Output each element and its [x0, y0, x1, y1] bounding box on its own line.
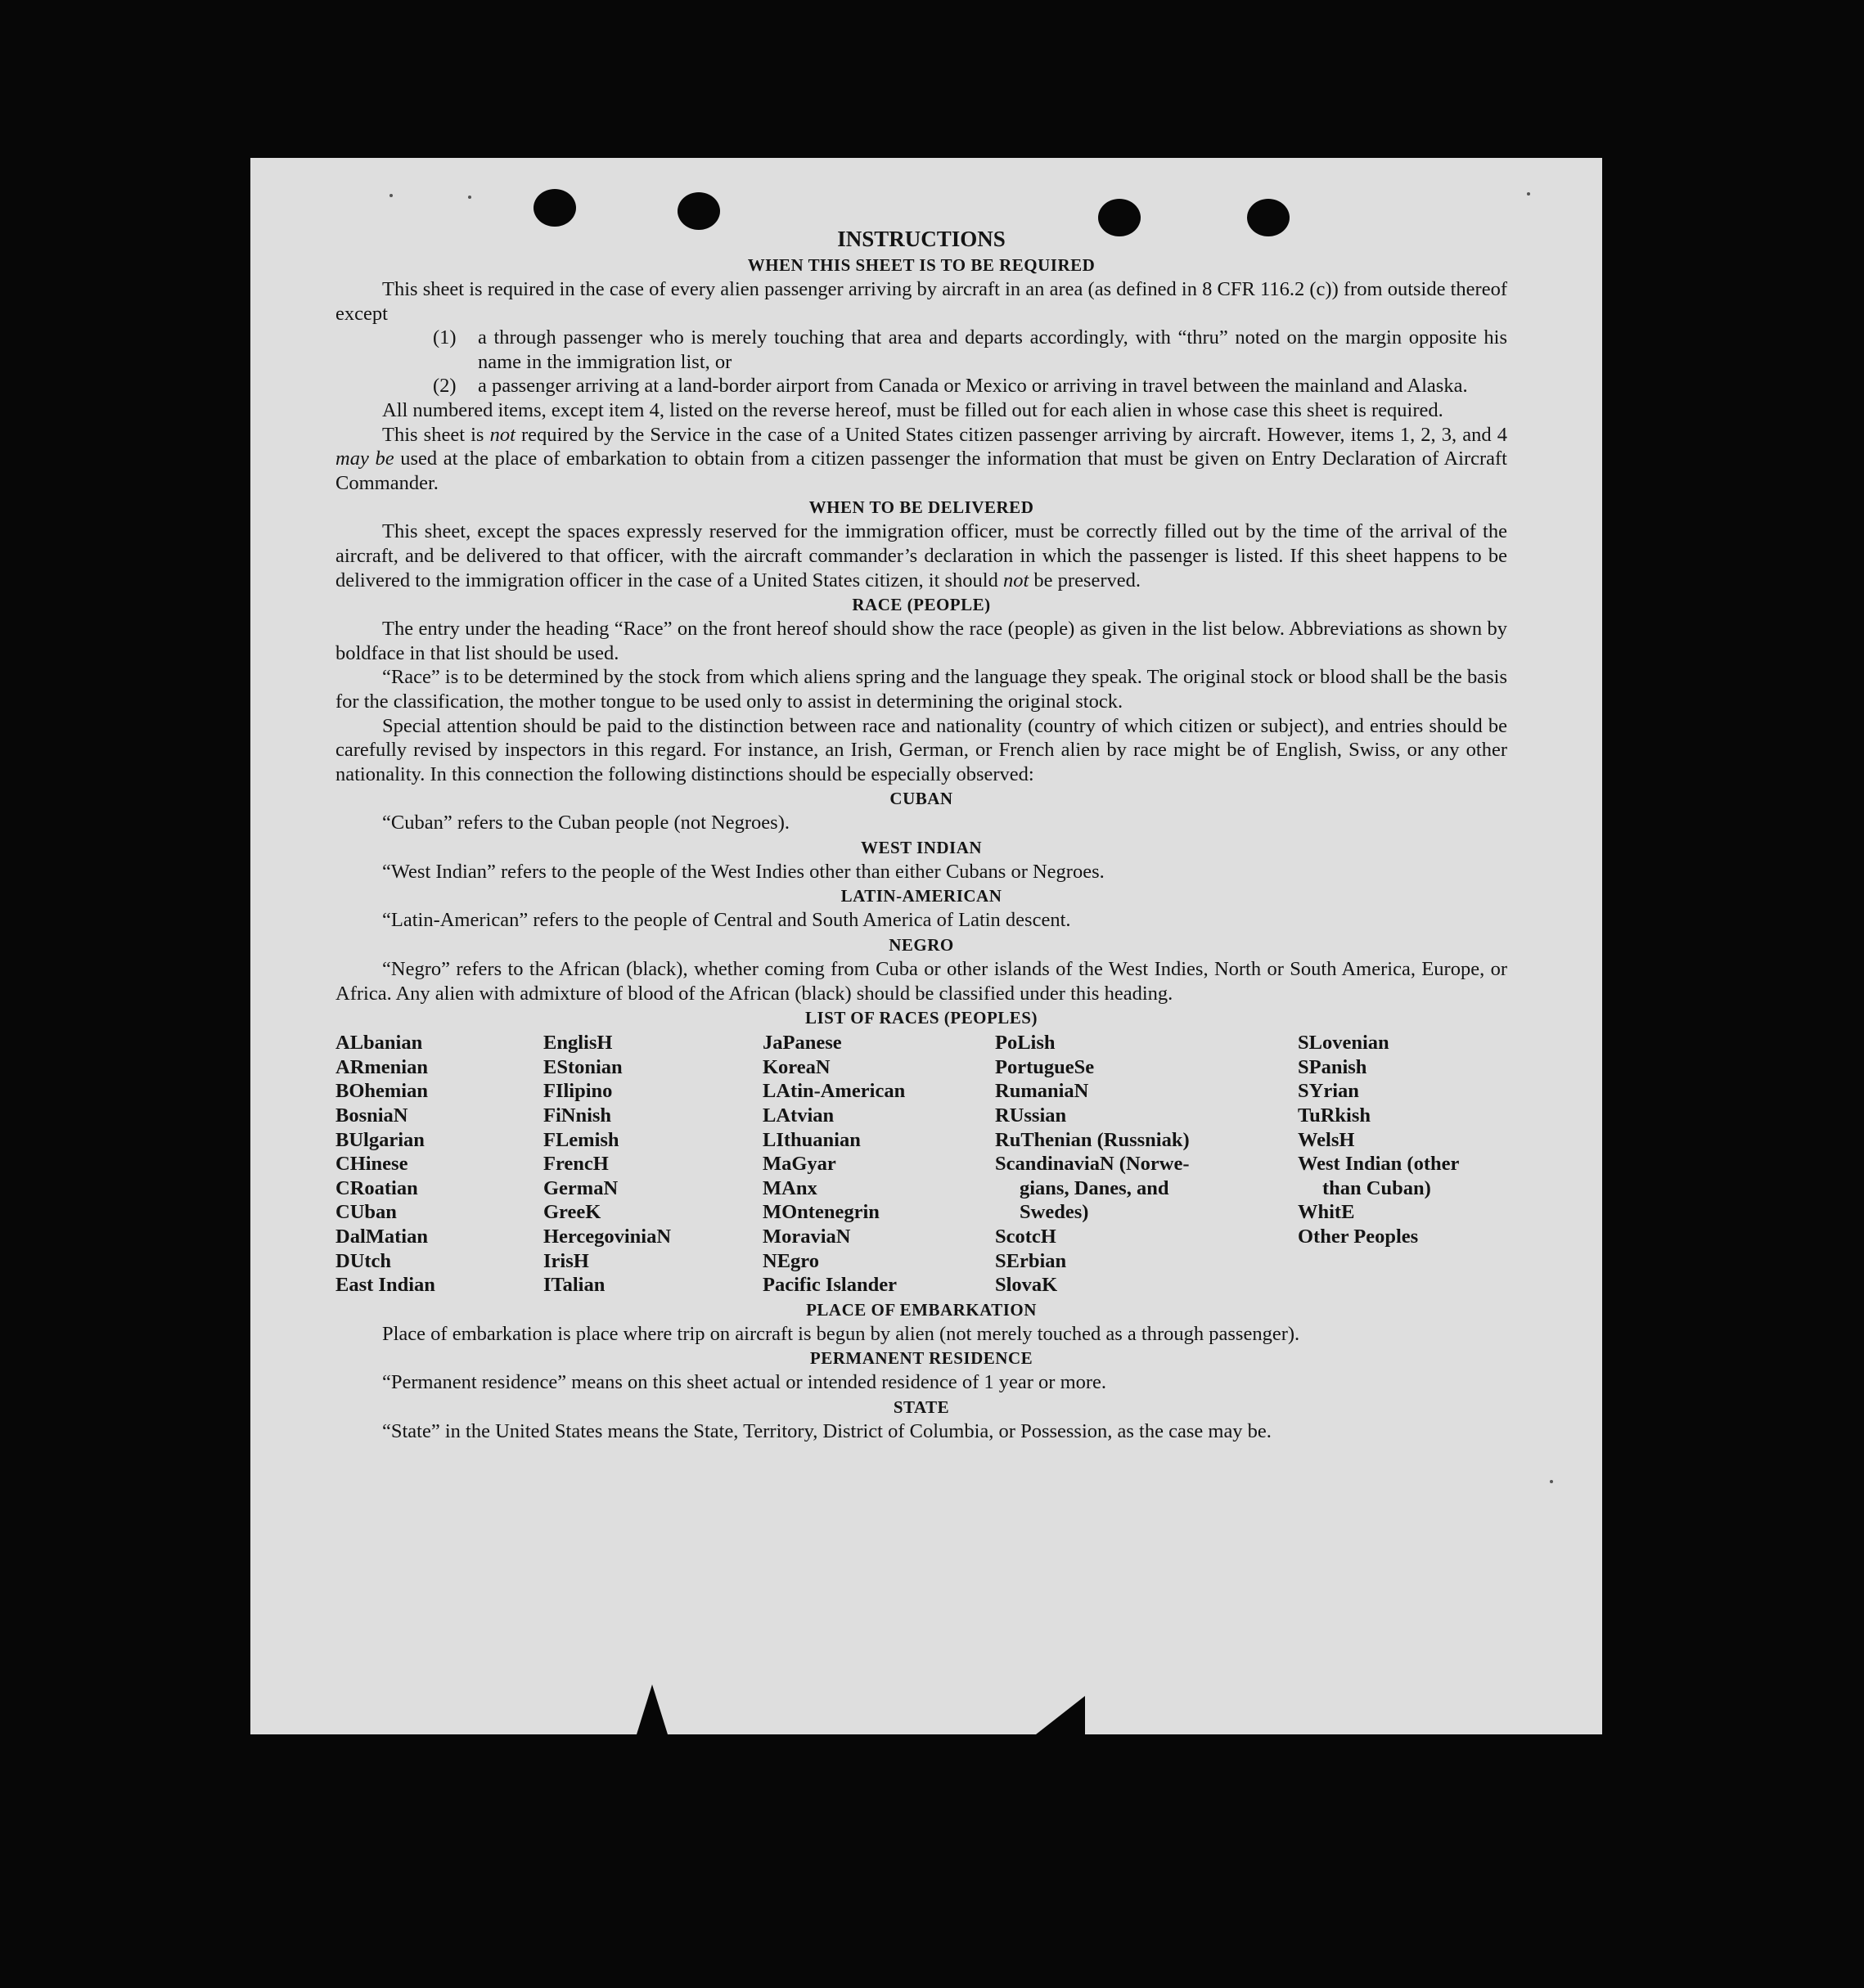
dust-speck — [1527, 192, 1530, 196]
exception-text: a through passenger who is merely touching that area and departs accordingly, with “thru” noted on the margin opposite his name in the immigration list, or — [478, 326, 1507, 373]
race-entry: SlovaK — [995, 1274, 1058, 1297]
race-entry: KoreaN — [763, 1055, 831, 1078]
section-heading-delivered: WHEN TO BE DELIVERED — [808, 497, 1034, 518]
race-entry: ITalian — [543, 1274, 606, 1297]
race-entry: ARmenian — [335, 1055, 428, 1078]
race-entry: DUtch — [335, 1249, 392, 1272]
race-paragraph-3: Special attention should be paid to the distinction between race and nationality (country of which citizen or subject), and entries should be carefully revised by inspectors in this regard. For instance, an Irish, German, or French alien by race might be of English, Swiss, or any other nationality. In this connection the following distinctions should be especially observed: — [335, 714, 1507, 785]
race-entry: FLemish — [543, 1128, 619, 1151]
punch-hole — [534, 189, 576, 227]
dust-speck — [1550, 1480, 1553, 1483]
races-column-4 — [995, 1031, 1298, 1298]
race-entry: EStonian — [543, 1055, 623, 1078]
section-heading-cuban: CUBAN — [889, 789, 953, 809]
citizen-paragraph — [335, 423, 1507, 496]
races-column-2 — [543, 1031, 763, 1298]
citizen-text-b: required by the Service in the case of a United States citizen passenger arriving by aircraft. However, items 1, 2, 3, and 4 — [515, 423, 1507, 446]
section-heading-negro: NEGRO — [889, 935, 954, 956]
race-entry: RuThenian (Russniak) — [995, 1128, 1190, 1151]
race-entry: LIthuanian — [763, 1128, 861, 1151]
race-entry: Other Peoples — [1298, 1226, 1419, 1248]
race-entry: LAtvian — [763, 1104, 835, 1127]
section-heading-embarkation: PLACE OF EMBARKATION — [806, 1299, 1037, 1320]
section-heading-race: RACE (PEOPLE) — [852, 595, 991, 615]
race-entry: ScandinaviaN (Norwe- — [995, 1153, 1190, 1176]
race-entry: MAnx — [763, 1176, 817, 1199]
race-entry: FrencH — [543, 1153, 609, 1176]
required-intro: This sheet is required in the case of every alien passenger arriving by aircraft in an area (as defined in 8 CFR 116.2 (c)) from outside thereof except — [335, 278, 1507, 325]
west-indian-definition: “West Indian” refers to the people of the West Indies other than either Cubans or Negroes. — [382, 860, 1105, 883]
document-sheet — [250, 158, 1602, 1734]
numbered-items-paragraph: All numbered items, except item 4, listed on the reverse hereof, must be filled out for each alien in whose case this sheet is required. — [382, 398, 1443, 421]
race-entry: WhitE — [1298, 1201, 1355, 1224]
dust-speck — [389, 194, 393, 197]
race-entry: FiNnish — [543, 1104, 612, 1127]
race-entry: CUban — [335, 1201, 397, 1224]
race-entry: EnglisH — [543, 1032, 613, 1055]
race-paragraph-1: The entry under the heading “Race” on the front hereof should show the race (people) as given in the list below. Abbreviations as shown by boldface in that list should be used. — [335, 618, 1507, 664]
exception-number: (1) — [433, 326, 457, 349]
paper-tear — [637, 1684, 668, 1734]
delivered-text-b: be preserved. — [1029, 569, 1141, 591]
citizen-text-not: not — [489, 423, 516, 446]
race-entry: BosniaN — [335, 1104, 408, 1127]
race-entry: GermaN — [543, 1176, 619, 1199]
citizen-text-maybe: may be — [335, 448, 394, 470]
instructions-content — [335, 225, 1507, 1444]
race-entry: MoraviaN — [763, 1226, 851, 1248]
delivered-text-a: This sheet, except the spaces expressly reserved for the immigration officer, must be correctly filled out by the time of the arrival of the aircraft, and be delivered to that officer, with the aircraft commander’s declaration in which the passenger is listed. If this sheet happens to be delivered to the immigration officer in the case of a United States citizen, it should — [335, 520, 1507, 591]
delivered-paragraph — [335, 519, 1507, 592]
race-entry: MaGyar — [763, 1153, 836, 1176]
races-column-3 — [763, 1031, 995, 1298]
race-entry: PortugueSe — [995, 1055, 1095, 1078]
section-heading-west-indian: WEST INDIAN — [860, 837, 983, 857]
section-heading-state: STATE — [893, 1397, 950, 1417]
race-entry: ALbanian — [335, 1032, 423, 1055]
race-entry: HercegoviniaN — [543, 1226, 672, 1248]
race-entry: JaPanese — [763, 1032, 842, 1055]
races-column-5 — [1298, 1031, 1507, 1298]
page-title: INSTRUCTIONS — [837, 227, 1006, 251]
latin-american-definition: “Latin-American” refers to the people of Central and South America of Latin descent. — [382, 909, 1071, 932]
section-heading-residence: PERMANENT RESIDENCE — [809, 1348, 1033, 1369]
exception-number: (2) — [433, 375, 457, 398]
race-entry: LAtin-American — [763, 1080, 906, 1103]
race-paragraph-2: “Race” is to be determined by the stock from which aliens spring and the language they speak. The original stock or blood shall be the basis for the classification, the mother tongue to be used only to assist in determining the original stock. — [335, 666, 1507, 713]
delivered-text-not: not — [1002, 569, 1029, 591]
race-entry-continuation: Swedes) — [1020, 1201, 1089, 1224]
race-entry: MOntenegrin — [763, 1201, 880, 1224]
race-entry-continuation: gians, Danes, and — [1020, 1176, 1169, 1199]
exception-item — [335, 326, 1507, 374]
race-entry: PoLish — [995, 1032, 1056, 1055]
paper-tear — [1036, 1696, 1085, 1734]
race-entry: SPanish — [1298, 1055, 1367, 1078]
race-entry: CHinese — [335, 1153, 408, 1176]
section-heading-required: WHEN THIS SHEET IS TO BE REQUIRED — [747, 255, 1096, 275]
embarkation-definition: Place of embarkation is place where trip on aircraft is begun by alien (not merely touched as a through passenger). — [382, 1322, 1300, 1345]
negro-definition: “Negro” refers to the African (black), whether coming from Cuba or other islands of the West Indies, North or South America, Europe, or Africa. Any alien with admixture of blood of the African (black) should be classified under this heading. — [335, 958, 1507, 1005]
race-entry: GreeK — [543, 1201, 601, 1224]
races-list — [335, 1031, 1507, 1298]
race-entry: IrisH — [543, 1249, 589, 1272]
race-entry: SLovenian — [1298, 1032, 1389, 1055]
dust-speck — [468, 196, 471, 199]
cuban-definition: “Cuban” refers to the Cuban people (not Negroes). — [382, 812, 790, 834]
section-heading-latin-american: LATIN-AMERICAN — [840, 886, 1002, 906]
exception-text: a passenger arriving at a land-border airport from Canada or Mexico or arriving in travel between the mainland and Alaska. — [478, 375, 1468, 398]
citizen-text-a: This sheet is — [382, 423, 490, 446]
race-entry: RumaniaN — [995, 1080, 1089, 1103]
race-entry: WelsH — [1298, 1128, 1355, 1151]
race-entry: DalMatian — [335, 1226, 428, 1248]
race-entry: East Indian — [335, 1274, 435, 1297]
races-column-1 — [335, 1031, 543, 1298]
state-definition: “State” in the United States means the State, Territory, District of Columbia, or Possession, as the case may be. — [382, 1419, 1272, 1442]
race-entry: BUlgarian — [335, 1128, 425, 1151]
race-entry: ScotcH — [995, 1226, 1056, 1248]
race-entry: Pacific Islander — [763, 1274, 897, 1297]
residence-definition: “Permanent residence” means on this sheet actual or intended residence of 1 year or more. — [382, 1371, 1107, 1394]
exception-item — [335, 374, 1507, 398]
race-entry: RUssian — [995, 1104, 1067, 1127]
race-entry: SYrian — [1298, 1080, 1359, 1103]
race-entry: West Indian (other — [1298, 1153, 1460, 1176]
section-heading-races-list: LIST OF RACES (PEOPLES) — [805, 1008, 1038, 1028]
race-entry: BOhemian — [335, 1080, 428, 1103]
race-entry: SErbian — [995, 1249, 1067, 1272]
citizen-text-c: used at the place of embarkation to obtain from a citizen passenger the information that must be given on Entry Declaration of Aircraft Commander. — [335, 448, 1507, 494]
race-entry: CRoatian — [335, 1176, 418, 1199]
race-entry: FIlipino — [543, 1080, 613, 1103]
race-entry: TuRkish — [1298, 1104, 1371, 1127]
race-entry: NEgro — [763, 1249, 819, 1272]
race-entry-continuation: than Cuban) — [1322, 1176, 1431, 1199]
